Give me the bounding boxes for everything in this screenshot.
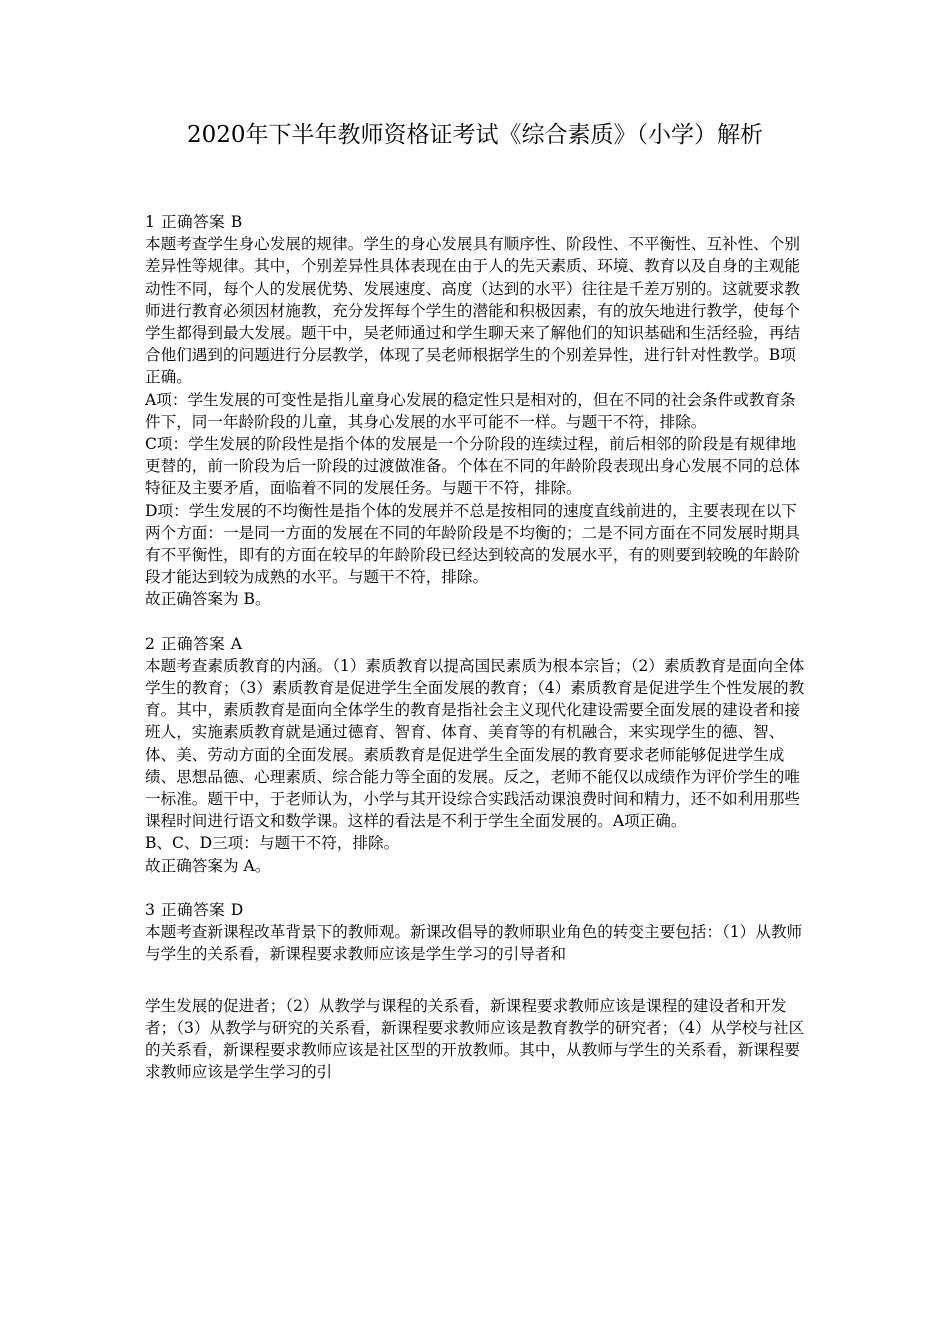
answer-heading-2: 2 正确答案 A — [145, 634, 243, 653]
answer-heading-1: 1 正确答案 B — [145, 213, 243, 231]
paragraph-q2-analysis: 本题考查素质教育的内涵。（1）素质教育以提高国民素质为根本宗旨；（2）素质教育是面向全体学生的教育；（3）素质教育是促进学生全面发展的教育；（4）素质教育是促进学生个性发展的教育。其中，素质教育是面向全体学生的教育是指社会主义现代化建设需要全面发展的建设者和接班人，实施素质教育就是通过德育、智育、体育、美育等的有机融合，来实现学生的德、智、体、美、劳动方面的全面发展。素质教育是促进学生全面发展的教育要求老师能够促进学生成绩、思想品德、心理素质、综合能力等全面的发展。反之，老师不能仅以成绩作为评价学生的唯一标准。题干中，于老师认为，小学与其开设综合实践活动课浪费时间和精力，还不如利用那些课程时间进行语文和数学课。这样的看法是不利于学生全面发展的。A项正确。 — [145, 656, 805, 831]
paragraph-q1-conclusion: 故正确答案为 B。 — [145, 590, 271, 609]
paragraph-q2-conclusion: 故正确答案为 A。 — [145, 856, 271, 875]
page-title: 2020年下半年教师资格证考试《综合素质》（小学）解析 — [186, 122, 764, 148]
answer-heading-3: 3 正确答案 D — [145, 900, 244, 919]
section-gap — [145, 611, 810, 633]
paragraph-q1-option-a: A项：学生发展的可变性是指儿童身心发展的稳定性只是相对的，但在不同的社会条件或教育条件下，同一年龄阶段的儿童，其身心发展的水平可能不一样。与题干不符，排除。 — [145, 390, 796, 431]
paragraph-q1-option-d: D项：学生发展的不均衡性是指个体的发展并不总是按相同的速度直线前进的，主要表现在以下两个方面：一是同一方面的发展在不同的年龄阶段是不均衡的；二是不同方面在不同发展时期具有不平衡性，即有的方面在较早的年龄阶段已经达到较高的发展水平，有的则要到较晚的年龄阶段才能达到较为成熟的水平。与题干不符，排除。 — [145, 501, 800, 587]
paragraph-q3-analysis-part1: 本题考查新课程改革背景下的教师观。新课改倡导的教师职业角色的转变主要包括：（1）从教师与学生的关系看，新课程要求教师应该是学生学习的引导者和 — [145, 923, 803, 964]
document-body — [145, 211, 810, 1083]
paragraph-q1-option-c: C项：学生发展的阶段性是指个体的发展是一个分阶段的连续过程，前后相邻的阶段是有规律地更替的，前一阶段为后一阶段的过渡做准备。个体在不同的年龄阶段表现出身心发展不同的总体特征及主要矛盾，面临着不同的发展任务。与题干不符，排除。 — [145, 435, 800, 498]
paragraph-q2-options: B、C、D三项：与题干不符，排除。 — [145, 834, 400, 853]
page-break-gap — [145, 966, 810, 995]
section-gap — [145, 877, 810, 899]
paragraph-q1-analysis: 本题考查学生身心发展的规律。学生的身心发展具有顺序性、阶段性、不平衡性、互补性、个别差异性等规律。其中，个别差异性具体表现在由于人的先天素质、环境、教育以及自身的主观能动性不同，每个人的发展优势、发展速度、高度（达到的水平）往往是千差万别的。这就要求教师进行教育必须因材施教，充分发挥每个学生的潜能和积极因素，有的放矢地进行教学，使每个学生都得到最大发展。题干中，吴老师通过和学生聊天来了解他们的知识基础和生活经验，再结合他们遇到的问题进行分层教学，体现了吴老师根据学生的个别差异性，进行针对性教学。B项正确。 — [145, 235, 800, 387]
paragraph-q3-analysis-part2: 学生发展的促进者；（2）从教学与课程的关系看，新课程要求教师应该是课程的建设者和开发者；（3）从教学与研究的关系看，新课程要求教师应该是教育教学的研究者；（4）从学校与社区的关系看，新课程要求教师应该是社区型的开放教师。其中，从教师与学生的关系看，新课程要求教师应该是学生学习的引 — [145, 996, 805, 1082]
